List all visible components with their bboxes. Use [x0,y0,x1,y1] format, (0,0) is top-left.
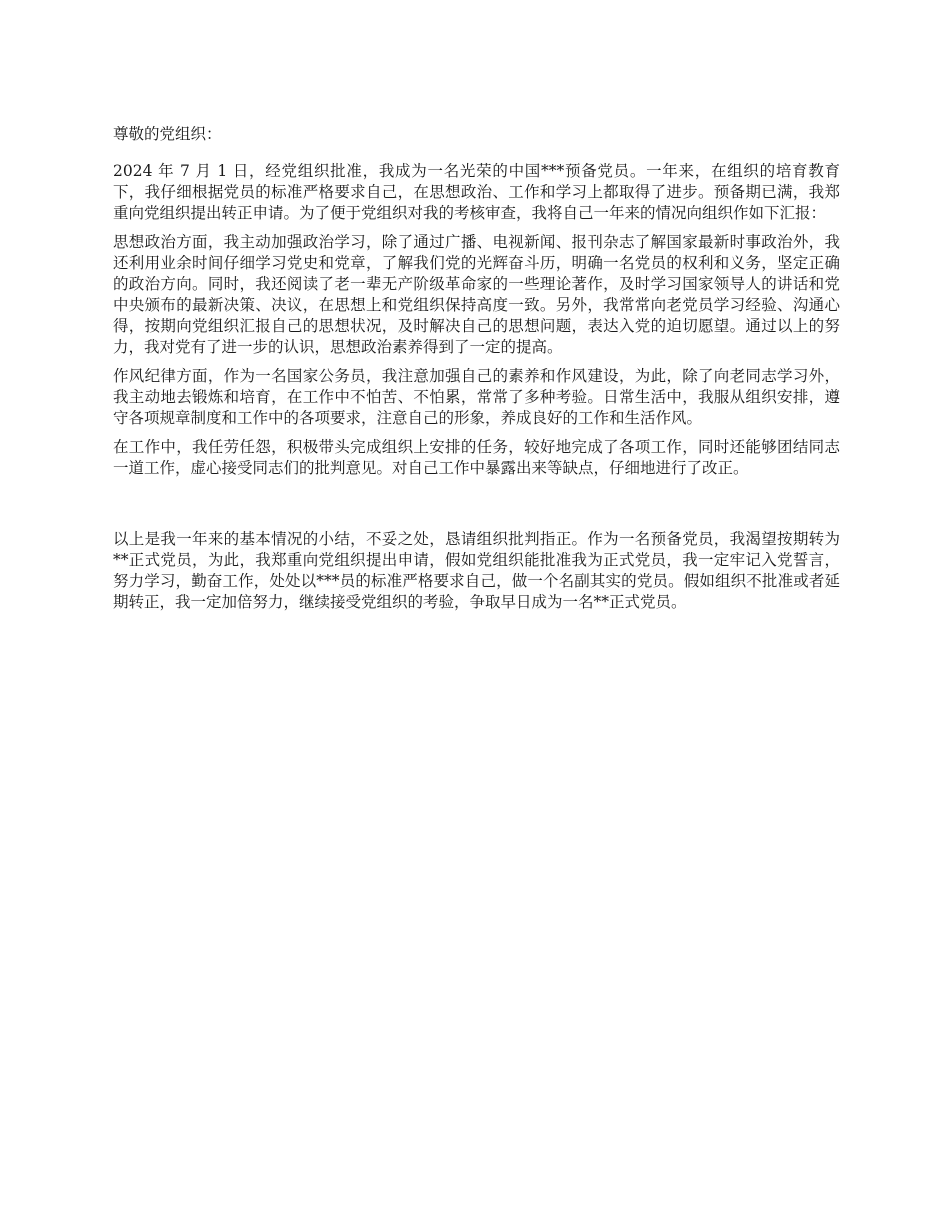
paragraph-probation-intro: 2024 年 7 月 1 日，经党组织批准，我成为一名光荣的中国***预备党员。一年来，在组织的培育教育下，我仔细根据党员的标准严格要求自己，在思想政治、工作和学习上都取得了进步。预备期已满，我郑重向党组织提出转正申请。为了便于党组织对我的考核审查，我将自己一年来的情况向组织作如下汇报： [113,162,840,222]
salutation: 尊敬的党组织： [113,125,222,143]
document-page [113,124,840,621]
paragraph-work-discipline: 作风纪律方面，作为一名国家公务员，我注意加强自己的素养和作风建设，为此，除了向老同志学习外，我主动地去锻炼和培育，在工作中不怕苦、不怕累，常常了多种考验。日常生活中，我服从组织安排，遵守各项规章制度和工作中的各项要求，注意自己的形象，养成良好的工作和生活作风。 [113,367,840,427]
paragraph-gap [113,487,840,529]
paragraph-political-thought: 思想政治方面，我主动加强政治学习，除了通过广播、电视新闻、报刊杂志了解国家最新时事政治外，我还利用业余时间仔细学习党史和党章，了解我们党的光辉奋斗历，明确一名党员的权利和义务，坚定正确的政治方向。同时，我还阅读了老一辈无产阶级革命家的一些理论著作，及时学习国家领导人的讲话和党中央颁布的最新决策、决议，在思想上和党组织保持高度一致。另外，我常常向老党员学习经验、沟通心得，按期向党组织汇报自己的思想状况，及时解决自己的思想问题，表达入党的迫切愿望。通过以上的努力，我对党有了进一步的认识，思想政治素养得到了一定的提高。 [113,233,840,356]
paragraph-work-performance: 在工作中，我任劳任怨，积极带头完成组织上安排的任务，较好地完成了各项工作，同时还能够团结同志一道工作，虚心接受同志们的批判意见。对自己工作中暴露出来等缺点，仔细地进行了改正。 [113,438,840,477]
paragraph-conclusion: 以上是我一年来的基本情况的小结，不妥之处，恳请组织批判指正。作为一名预备党员，我渴望按期转为**正式党员，为此，我郑重向党组织提出申请，假如党组织能批准我为正式党员，我一定牢记入党誓言，努力学习，勤奋工作，处处以***员的标准严格要求自己，做一个名副其实的党员。假如组织不批准或者延期转正，我一定加倍努力，继续接受党组织的考验，争取早日成为一名**正式党员。 [113,530,840,611]
